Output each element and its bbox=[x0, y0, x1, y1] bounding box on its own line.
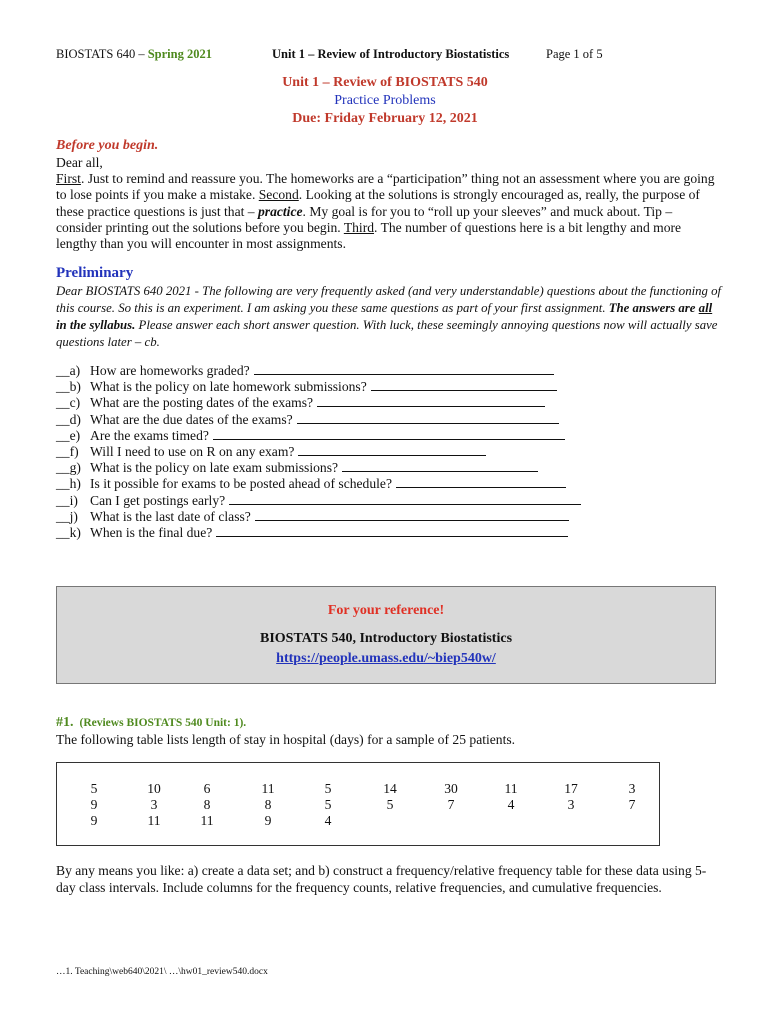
question-text: What is the policy on late exam submissions? bbox=[90, 460, 339, 476]
preliminary-text bbox=[56, 283, 726, 351]
first-text: . Just to remind and reassure you. The homeworks are a “participation” thing not an assessment where you are going to lose points if you make a mistake. bbox=[56, 171, 715, 203]
data-cell: 5 bbox=[324, 797, 332, 812]
answer-blank[interactable] bbox=[255, 509, 569, 521]
data-cell: 8 bbox=[264, 797, 272, 812]
term: Spring 2021 bbox=[147, 47, 212, 61]
problem-number: #1. bbox=[56, 715, 74, 730]
prelim-text1: Dear BIOSTATS 640 2021 - The following are very frequently asked (and very understandable) questions about the functioning of this course. So this is an experiment. I am asking you these same questions as part of your first assignment. bbox=[56, 284, 722, 315]
question-label: __b) bbox=[56, 379, 81, 395]
data-cell: 7 bbox=[447, 797, 455, 812]
question-label: __k) bbox=[56, 524, 81, 540]
answers-all: all bbox=[698, 301, 713, 315]
answer-blank[interactable] bbox=[396, 476, 566, 488]
question-text: How are homeworks graded? bbox=[90, 363, 250, 378]
intro-text bbox=[56, 171, 718, 252]
data-cell: 5 bbox=[90, 781, 98, 796]
data-cell: 3 bbox=[628, 781, 636, 796]
question-label: __h) bbox=[56, 476, 81, 492]
title-line1: Unit 1 – Review of BIOSTATS 540 bbox=[282, 75, 488, 90]
question-label: __d) bbox=[56, 411, 81, 427]
data-cell: 4 bbox=[324, 813, 332, 828]
question-label: __e) bbox=[56, 427, 81, 443]
data-cell: 30 bbox=[444, 781, 458, 796]
data-cell: 9 bbox=[264, 813, 272, 828]
data-cell: 14 bbox=[383, 781, 397, 796]
course-name: BIOSTATS 640 – bbox=[56, 47, 145, 61]
reference-box bbox=[56, 586, 716, 684]
answer-blank[interactable] bbox=[297, 412, 559, 424]
data-cell: 6 bbox=[203, 781, 211, 796]
question-text: What are the posting dates of the exams? bbox=[90, 395, 314, 411]
reference-link[interactable]: https://people.umass.edu/~biep540w/ bbox=[276, 651, 496, 666]
question-label: __f) bbox=[56, 443, 79, 459]
header-unit: Unit 1 – Review of Introductory Biostatistics bbox=[272, 47, 510, 61]
data-cell: 3 bbox=[567, 797, 575, 812]
title-block bbox=[0, 74, 770, 128]
answer-blank[interactable] bbox=[371, 379, 557, 391]
question-i bbox=[56, 493, 581, 509]
question-d bbox=[56, 412, 581, 428]
first-label: First bbox=[56, 171, 81, 187]
question-text: What is the last date of class? bbox=[90, 508, 251, 524]
data-cell: 5 bbox=[324, 781, 332, 796]
question-text: What are the due dates of the exams? bbox=[90, 411, 293, 427]
question-text: Will I need to use on R on any exam? bbox=[90, 443, 295, 459]
data-cell: 7 bbox=[628, 797, 636, 812]
question-label: __c) bbox=[56, 395, 81, 411]
third-text: . The number of questions here is a bit lengthy and more lengthy than you will encounter in most assignments. bbox=[56, 219, 682, 252]
prelim-text2: Please answer each short answer question. With luck, these seemingly annoying questions now will actually save questions later – cb. bbox=[56, 318, 718, 349]
question-label: __g) bbox=[56, 460, 81, 476]
answer-blank[interactable] bbox=[254, 363, 554, 375]
question-text: What is the policy on late homework submissions? bbox=[90, 379, 367, 395]
question-e bbox=[56, 428, 581, 444]
data-row bbox=[57, 797, 659, 813]
data-cell: 8 bbox=[203, 797, 211, 812]
question-f bbox=[56, 444, 581, 460]
answer-blank[interactable] bbox=[317, 395, 545, 407]
data-cell: 3 bbox=[150, 797, 158, 812]
data-cell: 10 bbox=[147, 781, 161, 796]
data-cell: 11 bbox=[147, 813, 161, 828]
question-g bbox=[56, 460, 581, 476]
before-heading: Before you begin. bbox=[56, 138, 159, 153]
question-b bbox=[56, 379, 581, 395]
header-course bbox=[56, 47, 212, 62]
question-text: Are the exams timed? bbox=[90, 427, 209, 443]
answer-blank[interactable] bbox=[213, 428, 565, 440]
answers-b: in the syllabus. bbox=[56, 318, 136, 332]
data-row bbox=[57, 781, 659, 797]
practice-word: practice bbox=[257, 203, 303, 219]
second-text: . Looking at the solutions is strongly encouraged as, really, the purpose of these practice questions is just that – bbox=[56, 187, 700, 219]
question-c bbox=[56, 395, 581, 411]
question-label: __j) bbox=[56, 508, 78, 524]
title-line3: Due: Friday February 12, 2021 bbox=[292, 111, 478, 126]
preliminary-heading: Preliminary bbox=[56, 265, 134, 281]
page-number: Page 1 of 5 bbox=[546, 47, 603, 61]
data-cell: 17 bbox=[564, 781, 578, 796]
answer-blank[interactable] bbox=[298, 444, 486, 456]
problem1-instructions: By any means you like: a) create a data set; and b) construct a frequency/relative frequency table for these data using 5-day class intervals. Include columns for the frequency counts, relative frequencies, and cumulative frequencies. bbox=[56, 863, 707, 895]
data-table-box bbox=[56, 762, 660, 846]
title-line2: Practice Problems bbox=[334, 93, 436, 108]
intro-paragraph bbox=[56, 155, 718, 252]
answer-blank[interactable] bbox=[342, 460, 538, 472]
question-text: Is it possible for exams to be posted ahead of schedule? bbox=[90, 476, 392, 492]
third-pre: . My goal is for you to “roll up your sleeves” and muck about. Tip – consider printing out the solutions before you begin. bbox=[56, 203, 673, 235]
question-text: Can I get postings early? bbox=[90, 492, 226, 508]
greeting: Dear all, bbox=[56, 155, 103, 170]
problem1-heading bbox=[56, 715, 246, 731]
question-k bbox=[56, 525, 581, 541]
data-cell: 9 bbox=[90, 813, 98, 828]
data-row bbox=[57, 813, 659, 829]
problem1-intro: The following table lists length of stay in hospital (days) for a sample of 25 patients. bbox=[56, 732, 516, 747]
question-label: __i) bbox=[56, 492, 78, 508]
question-a bbox=[56, 363, 581, 379]
reference-course: BIOSTATS 540, Introductory Biostatistics bbox=[259, 631, 513, 646]
question-j bbox=[56, 509, 581, 525]
answer-blank[interactable] bbox=[229, 493, 581, 505]
data-cell: 5 bbox=[386, 797, 394, 812]
data-cell: 4 bbox=[507, 797, 515, 812]
answers-a: The answers are bbox=[608, 301, 699, 315]
reference-title: For your reference! bbox=[327, 603, 445, 618]
question-h bbox=[56, 476, 581, 492]
data-cell: 11 bbox=[200, 813, 214, 828]
data-grid bbox=[57, 781, 659, 829]
footer-path: …1. Teaching\web640\2021\ …\hw01_review540.docx bbox=[56, 967, 268, 977]
answer-blank[interactable] bbox=[216, 525, 568, 537]
question-label: __a) bbox=[56, 363, 81, 378]
data-cell: 11 bbox=[261, 781, 275, 796]
question-list bbox=[56, 363, 581, 541]
third-label: Third bbox=[343, 219, 375, 235]
problem-reviews: (Reviews BIOSTATS 540 Unit: 1). bbox=[79, 717, 247, 729]
question-text: When is the final due? bbox=[90, 524, 213, 540]
second-label: Second bbox=[258, 187, 299, 203]
data-cell: 9 bbox=[90, 797, 98, 812]
data-cell: 11 bbox=[504, 781, 518, 796]
